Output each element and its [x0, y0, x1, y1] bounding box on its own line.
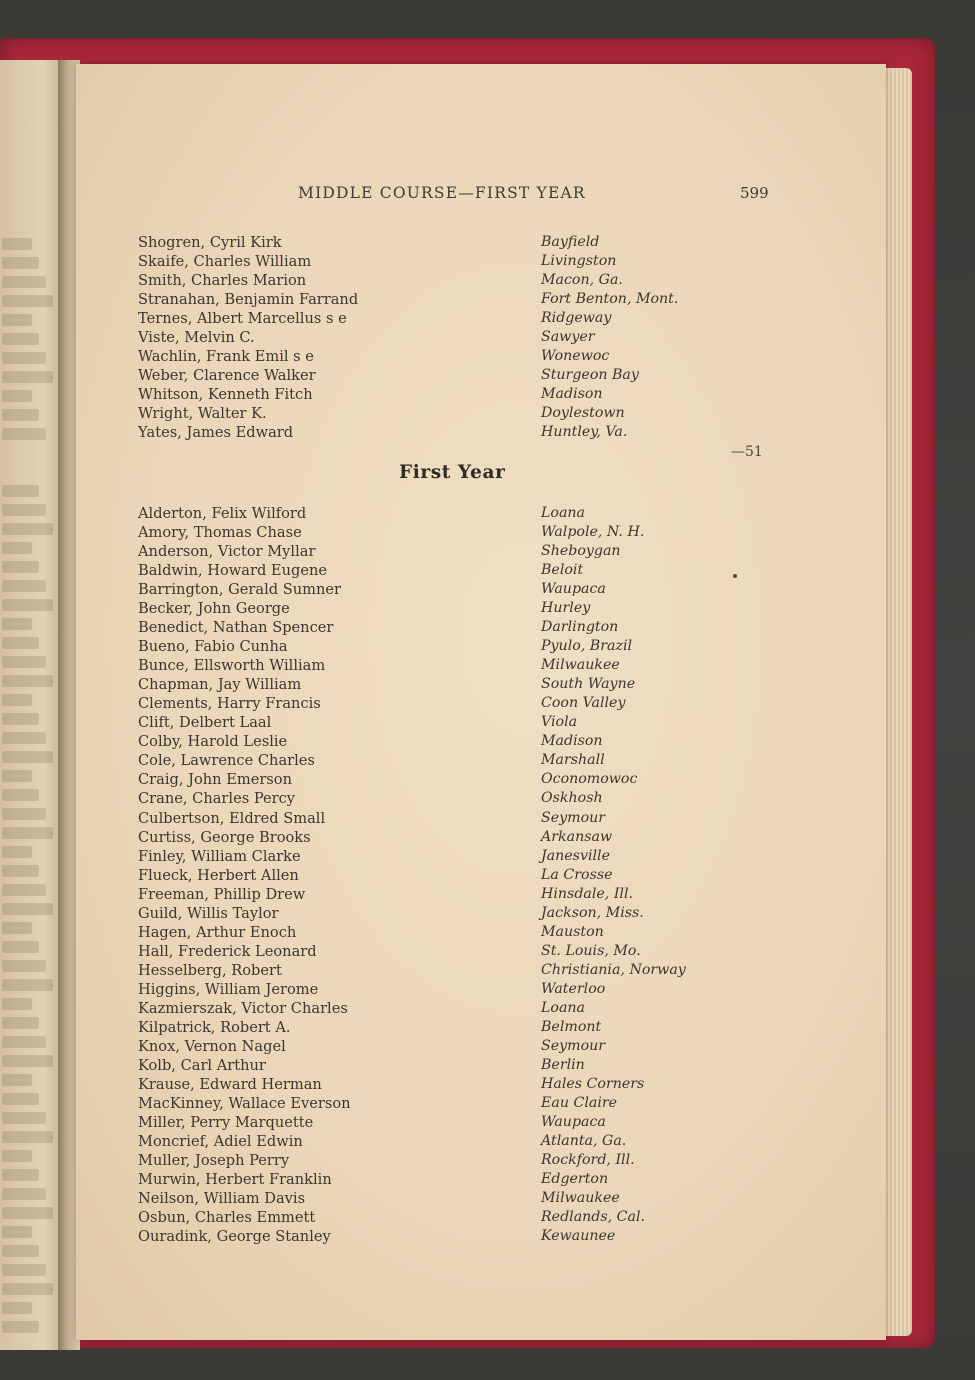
facing-page-text-trace	[2, 523, 53, 535]
list-item	[138, 1208, 738, 1227]
list-item	[138, 290, 738, 309]
hometown: La Crosse	[541, 866, 613, 883]
student-name: Yates, James Edward	[138, 424, 294, 442]
student-name: Baldwin, Howard Eugene	[138, 562, 327, 580]
list-item	[138, 1056, 738, 1075]
list-item	[138, 328, 738, 347]
hometown: Belmont	[541, 1018, 602, 1035]
facing-page-text-trace	[2, 656, 46, 668]
facing-page-text-trace	[2, 542, 32, 554]
list-item	[138, 504, 738, 523]
facing-page-text-trace	[2, 1036, 46, 1048]
previous-section-list	[138, 233, 738, 442]
student-name: Ternes, Albert Marcellus s e	[138, 310, 347, 328]
hometown: Ridgeway	[541, 310, 612, 327]
facing-page-text-trace	[2, 295, 53, 307]
list-item	[138, 233, 738, 252]
list-item	[138, 1189, 738, 1208]
list-item	[138, 1018, 738, 1037]
list-item	[138, 404, 738, 423]
student-name: Wright, Walter K.	[138, 405, 267, 423]
hometown: Darlington	[541, 619, 619, 636]
hometown: Huntley, Va.	[541, 424, 628, 441]
list-item	[138, 1132, 738, 1151]
facing-page-text-trace	[2, 599, 53, 611]
hometown: Coon Valley	[541, 695, 626, 712]
student-name: Alderton, Felix Wilford	[138, 505, 307, 522]
student-name: Murwin, Herbert Franklin	[138, 1171, 332, 1189]
facing-page-text-trace	[2, 1093, 39, 1105]
student-name: Flueck, Herbert Allen	[138, 866, 299, 884]
facing-page-text-trace	[2, 333, 39, 345]
facing-page-text-trace	[2, 485, 39, 497]
list-item	[138, 542, 738, 561]
facing-page-text-trace	[2, 428, 46, 440]
list-item	[138, 751, 738, 770]
hometown: Loana	[541, 505, 586, 521]
hometown: Livingston	[541, 253, 617, 270]
hometown: Hales Corners	[541, 1075, 645, 1092]
student-name: Whitson, Kenneth Fitch	[138, 386, 313, 404]
hometown: Oskhosh	[541, 790, 603, 807]
facing-page-text-trace	[2, 504, 46, 516]
list-item	[138, 866, 738, 885]
student-name: Clift, Delbert Laal	[138, 714, 272, 732]
facing-page-text-trace	[2, 979, 53, 991]
facing-page-text-trace	[2, 390, 32, 402]
hometown: St. Louis, Mo.	[541, 942, 641, 959]
facing-page-text-trace	[2, 1226, 32, 1238]
list-item	[138, 828, 738, 847]
facing-page-text-trace	[2, 1245, 39, 1257]
hometown: Waupaca	[541, 1114, 606, 1130]
student-name: Kolb, Carl Arthur	[138, 1056, 266, 1074]
student-name: Muller, Joseph Perry	[138, 1152, 290, 1170]
hometown: Pyulo, Brazil	[541, 638, 633, 655]
facing-page-text-trace	[2, 675, 53, 687]
hometown: Seymour	[541, 809, 606, 826]
facing-page-text-trace	[2, 941, 39, 953]
facing-page-text-trace	[2, 1150, 32, 1162]
ink-speck	[733, 574, 737, 578]
facing-page-text-trace	[2, 637, 39, 649]
hometown: Madison	[541, 733, 603, 750]
facing-page-text-trace	[2, 1302, 32, 1314]
list-item	[138, 1094, 738, 1113]
hometown: Jackson, Miss.	[541, 904, 644, 921]
hometown: Doylestown	[541, 405, 625, 422]
facing-page-text-trace	[2, 846, 32, 858]
student-name: Amory, Thomas Chase	[138, 524, 302, 542]
facing-page-text-trace	[2, 580, 46, 592]
hometown: Sturgeon Bay	[541, 367, 639, 384]
facing-page-text-trace	[2, 770, 32, 782]
student-name: Becker, John George	[138, 600, 290, 618]
hometown: Macon, Ga.	[541, 272, 623, 289]
left-page-edge	[0, 60, 62, 1350]
student-name: Crane, Charles Percy	[138, 790, 296, 808]
facing-page-text-trace	[2, 561, 39, 573]
student-name: MacKinney, Wallace Everson	[138, 1094, 351, 1112]
list-item	[138, 789, 738, 808]
hometown: Milwaukee	[541, 657, 620, 674]
student-name: Kilpatrick, Robert A.	[138, 1018, 291, 1036]
hometown: Wonewoc	[541, 348, 610, 365]
hometown: Hurley	[541, 600, 591, 617]
hometown: Edgerton	[541, 1171, 609, 1188]
list-item	[138, 847, 738, 866]
facing-page-text-trace	[2, 827, 53, 839]
student-name: Craig, John Emerson	[138, 771, 292, 789]
student-name: Bueno, Fabio Cunha	[138, 638, 288, 656]
page-number: 599	[740, 184, 769, 202]
facing-page-text-trace	[2, 865, 39, 877]
list-item	[138, 366, 738, 385]
list-item	[138, 675, 738, 694]
hometown: South Wayne	[541, 676, 636, 693]
list-item	[138, 713, 738, 732]
facing-page-text-trace	[2, 1055, 53, 1067]
facing-page-text-trace	[2, 1283, 53, 1295]
hometown: Bayfield	[541, 234, 600, 250]
list-item	[138, 809, 738, 828]
hometown: Sawyer	[541, 329, 595, 346]
hometown: Rockford, Ill.	[541, 1152, 635, 1169]
list-item	[138, 1227, 738, 1246]
list-item	[138, 580, 738, 599]
list-item	[138, 1170, 738, 1189]
list-item	[138, 271, 738, 290]
facing-page-text-trace	[2, 1169, 39, 1181]
list-item	[138, 656, 738, 675]
student-name: Chapman, Jay William	[138, 676, 302, 694]
list-item	[138, 523, 738, 542]
hometown: Madison	[541, 386, 603, 403]
facing-page-text-trace	[2, 1017, 39, 1029]
hometown: Seymour	[541, 1037, 606, 1054]
hometown: Loana	[541, 999, 586, 1016]
hometown: Viola	[541, 714, 578, 731]
hometown: Atlanta, Ga.	[541, 1133, 627, 1150]
student-name: Curtiss, George Brooks	[138, 828, 311, 846]
list-item	[138, 252, 738, 271]
student-name: Guild, Willis Taylor	[138, 904, 279, 922]
facing-page-text-trace	[2, 371, 53, 383]
student-name: Freeman, Phillip Drew	[138, 885, 306, 903]
list-item	[138, 309, 738, 328]
student-name: Osbun, Charles Emmett	[138, 1209, 316, 1227]
facing-page-text-trace	[2, 789, 39, 801]
hometown: Redlands, Cal.	[541, 1209, 646, 1226]
list-item	[138, 980, 738, 999]
hometown: Beloit	[541, 562, 584, 579]
hometown: Waupaca	[541, 581, 606, 598]
student-name: Benedict, Nathan Spencer	[138, 619, 334, 637]
facing-page-text-trace	[2, 1131, 53, 1143]
facing-page-text-trace	[2, 922, 32, 934]
facing-page-text-trace	[2, 694, 32, 706]
student-name: Cole, Lawrence Charles	[138, 752, 315, 770]
facing-page-text-trace	[2, 352, 46, 364]
student-name: Hesselberg, Robert	[138, 961, 282, 979]
list-item	[138, 1151, 738, 1170]
student-name: Culbertson, Eldred Small	[138, 809, 326, 827]
student-name: Moncrief, Adiel Edwin	[138, 1133, 303, 1151]
facing-page-text-trace	[2, 1112, 46, 1124]
facing-page-text-trace	[2, 618, 32, 630]
student-name: Higgins, William Jerome	[138, 980, 319, 998]
list-item	[138, 347, 738, 366]
list-item	[138, 637, 738, 656]
facing-page-text-trace	[2, 808, 46, 820]
hometown: Eau Claire	[541, 1094, 618, 1111]
student-name: Bunce, Ellsworth William	[138, 657, 326, 675]
list-item	[138, 999, 738, 1018]
student-name: Knox, Vernon Nagel	[138, 1037, 286, 1055]
student-name: Viste, Melvin C.	[138, 329, 255, 347]
hometown: Sheboygan	[541, 543, 621, 560]
hometown: Walpole, N. H.	[541, 524, 645, 541]
facing-page-text-trace	[2, 998, 32, 1010]
facing-page-text-trace	[2, 238, 32, 250]
facing-page-text-trace	[2, 1321, 39, 1333]
list-item	[138, 732, 738, 751]
student-name: Wachlin, Frank Emil s e	[138, 348, 314, 366]
list-item	[138, 694, 738, 713]
student-name: Ouradink, George Stanley	[138, 1228, 331, 1246]
facing-page-text-trace	[2, 732, 46, 744]
hometown: Berlin	[541, 1056, 585, 1073]
student-name: Krause, Edward Herman	[138, 1075, 322, 1093]
student-name: Barrington, Gerald Sumner	[138, 581, 341, 599]
student-name: Miller, Perry Marquette	[138, 1114, 314, 1131]
student-name: Finley, William Clarke	[138, 847, 301, 865]
hometown: Hinsdale, Ill.	[541, 885, 634, 902]
hometown: Janesville	[541, 847, 610, 864]
margin-note: —51	[731, 444, 763, 460]
list-item	[138, 1113, 738, 1132]
facing-page-text-trace	[2, 903, 53, 915]
facing-page-text-trace	[2, 1207, 53, 1219]
student-name: Skaife, Charles William	[138, 253, 312, 271]
hometown: Arkansaw	[541, 828, 613, 845]
hometown: Fort Benton, Mont.	[541, 291, 679, 308]
student-name: Stranahan, Benjamin Farrand	[138, 291, 359, 309]
list-item	[138, 423, 738, 442]
hometown: Waterloo	[541, 980, 606, 997]
student-name: Hall, Frederick Leonard	[138, 942, 317, 960]
list-item	[138, 904, 738, 923]
list-item	[138, 770, 738, 789]
hometown: Oconomowoc	[541, 771, 638, 788]
list-item	[138, 1075, 738, 1094]
facing-page-text-trace	[2, 751, 53, 763]
student-name: Kazmierszak, Victor Charles	[138, 999, 348, 1017]
student-name: Anderson, Victor Myllar	[138, 543, 316, 561]
hometown: Mauston	[541, 923, 604, 940]
facing-page-text-trace	[2, 276, 46, 288]
list-item	[138, 923, 738, 942]
student-name: Smith, Charles Marion	[138, 272, 307, 290]
facing-page-text-trace	[2, 1264, 46, 1276]
first-year-list	[138, 504, 738, 1246]
hometown: Christiania, Norway	[541, 961, 686, 978]
student-name: Neilson, William Davis	[138, 1190, 306, 1208]
list-item	[138, 385, 738, 404]
facing-page-text-trace	[2, 713, 39, 725]
student-name: Colby, Harold Leslie	[138, 733, 288, 751]
facing-page-text-trace	[2, 257, 39, 269]
facing-page-text-trace	[2, 1188, 46, 1200]
hometown: Marshall	[541, 752, 605, 769]
student-name: Shogren, Cyril Kirk	[138, 234, 282, 251]
running-head: MIDDLE COURSE—FIRST YEAR	[298, 184, 586, 202]
list-item	[138, 961, 738, 980]
list-item	[138, 599, 738, 618]
section-title: First Year	[399, 462, 506, 483]
hometown: Kewaunee	[541, 1228, 616, 1245]
list-item	[138, 885, 738, 904]
facing-page-text-trace	[2, 1074, 32, 1086]
list-item	[138, 561, 738, 580]
list-item	[138, 942, 738, 961]
facing-page-text-trace	[2, 960, 46, 972]
list-item	[138, 1037, 738, 1056]
facing-page-text-trace	[2, 884, 46, 896]
student-name: Weber, Clarence Walker	[138, 367, 316, 385]
student-name: Clements, Harry Francis	[138, 695, 321, 713]
student-name: Hagen, Arthur Enoch	[138, 923, 297, 941]
facing-page-text-trace	[2, 409, 39, 421]
list-item	[138, 618, 738, 637]
facing-page-text-trace	[2, 314, 32, 326]
hometown: Milwaukee	[541, 1190, 620, 1207]
